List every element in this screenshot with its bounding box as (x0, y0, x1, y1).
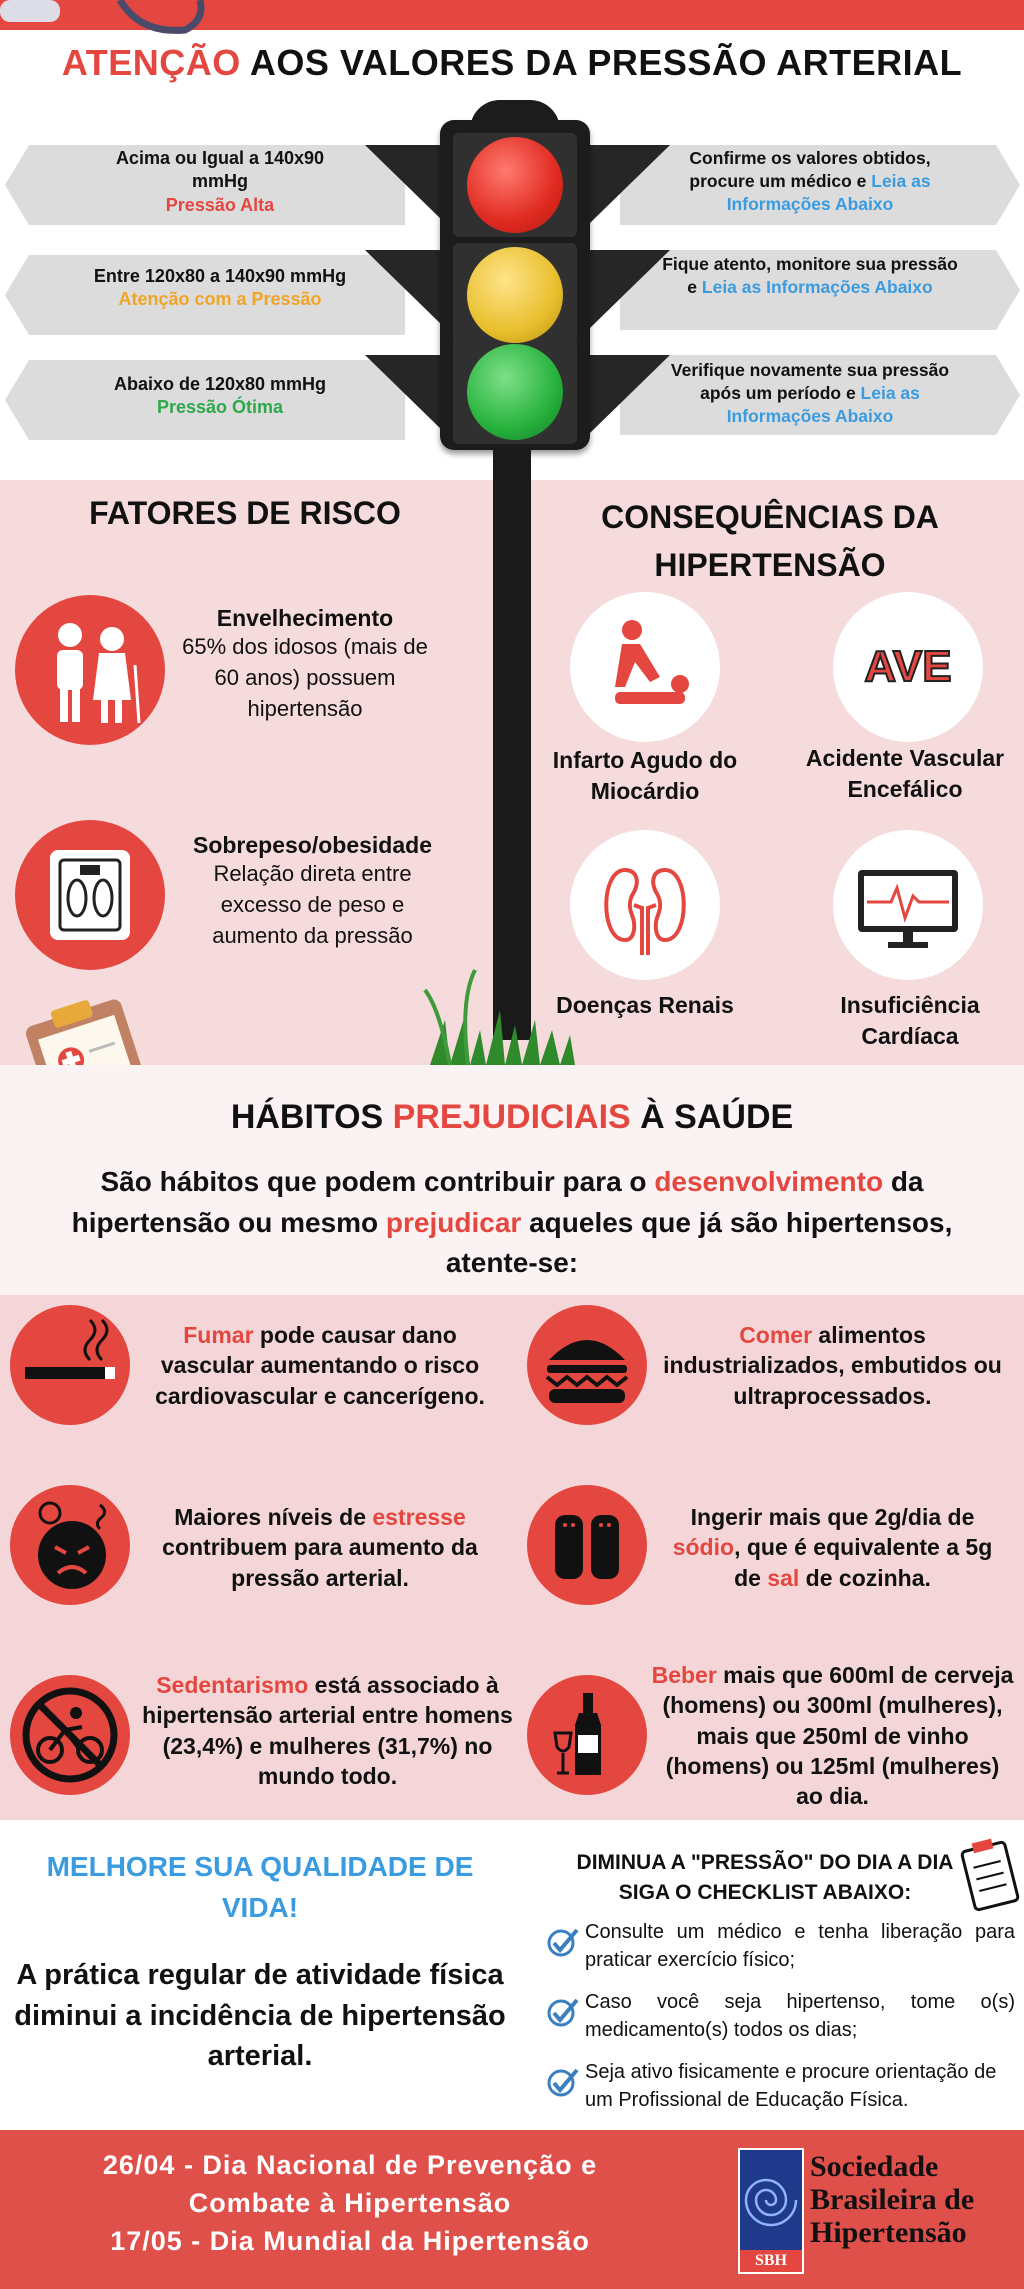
habit-food-a: Comer (739, 1322, 813, 1348)
yellow-light (467, 247, 563, 343)
habit-food-b: alimentos industrializados, embutidos ou ultraprocessados. (663, 1322, 1002, 1409)
habits-intro (40, 1162, 984, 1284)
title-rest: AOS VALORES DA PRESSÃO ARTERIAL (240, 42, 963, 83)
habit-alcohol (650, 1660, 1015, 1812)
burger-icon (527, 1305, 647, 1425)
checklist-clipboard-icon (960, 1836, 1020, 1916)
scale-icon (15, 820, 165, 970)
consequence-kidney-disease: Doenças Renais (556, 992, 734, 1018)
green-light (467, 344, 563, 440)
level-optimal-status: Pressão Ótima (156, 397, 284, 418)
habit-salt-d: sal (767, 1564, 800, 1591)
sbh-logo-text (810, 2150, 1020, 2249)
checklist-heading-line2: SIGA O CHECKLIST ABAIXO: (618, 1881, 912, 1905)
sbh-logo-line3: Hipertensão (810, 2216, 967, 2249)
consequence-stroke: Acidente Vascular Encefálico (805, 745, 1005, 803)
no-cycling-icon (10, 1675, 130, 1795)
habits-intro-e: aqueles que já são hipertensos, atente-se: (445, 1206, 953, 1279)
level-attention-advice-text: Fique atento, monitore sua pressão e (662, 254, 958, 297)
habit-stress-b: estresse (372, 1504, 466, 1530)
risk-item-obesity (175, 832, 450, 951)
quality-text: A prática regular de atividade física diminui a incidência de hipertensão arterial. (14, 1959, 506, 2073)
habit-salt-e: de cozinha. (799, 1564, 931, 1591)
level-attention-advice-link[interactable]: Leia as Informações Abaixo (701, 276, 933, 297)
checklist-heading-line1: DIMINUA A "PRESSÃO" DO DIA A DIA (576, 1851, 954, 1874)
level-attention-status: Atenção com a Pressão (118, 289, 322, 310)
check-icon (545, 1995, 581, 2031)
kidney-icon (570, 830, 720, 980)
habit-smoking-a: Fumar (183, 1322, 254, 1348)
consequences-heading-line1: CONSEQUÊNCIAS DA (601, 499, 939, 535)
habit-salt-a: Ingerir mais que 2g/dia de (690, 1504, 975, 1530)
level-attention-advice (660, 253, 960, 299)
checklist-item-2: Caso você seja hipertenso, tome o(s) medicamento(s) todos os dias; (585, 1991, 1015, 2041)
footer-line2: Combate à Hipertensão (188, 2187, 512, 2218)
level-optimal-advice (665, 359, 955, 427)
habits-heading-c: À SAÚDE (630, 1098, 794, 1136)
risk-item-obesity-title: Sobrepeso/obesidade (192, 832, 432, 858)
salt-shaker-icon (527, 1485, 647, 1605)
habits-heading (0, 1098, 1024, 1137)
quality-heading: MELHORE SUA QUALIDADE DE VIDA! (46, 1851, 474, 1923)
elderly-icon (15, 595, 165, 745)
habits-intro-b: desenvolvimento (654, 1166, 884, 1197)
consequences-heading (560, 493, 980, 589)
red-light (467, 137, 563, 233)
checklist-item-3: Seja ativo fisicamente e procure orientação de um Profissional de Educação Física. (585, 2061, 997, 2111)
habit-alcohol-b: mais que 600ml de cerveja (homens) ou 300ml (mulheres), mais que 250ml de vinho (homens) ou 125ml (mulheres) ao dia. (662, 1662, 1014, 1810)
stroke-icon-text: AVE (864, 642, 952, 691)
consequences-heading-line2: HIPERTENSÃO (654, 547, 886, 583)
habits-heading-b: PREJUDICIAIS (392, 1098, 631, 1136)
consequence-heart-failure: Insuficiência Cardíaca (840, 992, 980, 1050)
stress-face-icon (10, 1485, 130, 1605)
sbh-logo-abbr: SBH (740, 2250, 802, 2272)
level-high-advice-text: Confirme os valores obtidos, procure um médico e (689, 148, 931, 191)
level-high-advice-link[interactable]: Leia as Informações Abaixo (726, 170, 931, 214)
cpr-icon (570, 592, 720, 742)
habits-heading-a: HÁBITOS (230, 1098, 393, 1136)
grass-icon (420, 960, 580, 1070)
habit-alcohol-a: Beber (651, 1662, 717, 1688)
habit-sedentary-b: está associado à hipertensão arterial entre homens (23,4%) e mulheres (31,7%) no mundo todo. (142, 1672, 513, 1790)
check-icon (545, 2065, 581, 2101)
habits-intro-d: prejudicar (385, 1206, 522, 1238)
level-optimal-range: Abaixo de 120x80 mmHg (113, 374, 327, 394)
habit-sedentary-a: Sedentarismo (156, 1672, 309, 1698)
habit-salt-b: sódio (672, 1534, 735, 1561)
cigarette-icon (10, 1305, 130, 1425)
level-high-advice (660, 147, 960, 215)
risk-item-aging-title: Envelhecimento (216, 605, 394, 631)
wine-bottle-icon (527, 1675, 647, 1795)
habit-smoking (135, 1320, 505, 1411)
consequence-heart-attack: Infarto Agudo do Miocárdio (552, 747, 738, 805)
level-high-label (90, 147, 350, 217)
habit-salt-c: , que é equivalente a 5g de (734, 1534, 993, 1591)
sbh-logo-line2: Brasileira de (810, 2183, 975, 2216)
level-high-status: Pressão Alta (165, 194, 275, 215)
habits-intro-c: da hipertensão ou mesmo (71, 1166, 924, 1238)
checklist-item-1: Consulte um médico e tenha liberação para praticar exercício físico; (585, 1921, 1015, 1971)
footer-line3: 17/05 - Dia Mundial da Hipertensão (110, 2225, 590, 2256)
habit-processed-food (660, 1320, 1005, 1411)
risk-item-aging-text: 65% dos idosos (mais de 60 anos) possuem hipertensão (182, 634, 428, 721)
footer-line1: 26/04 - Dia Nacional de Prevenção e (102, 2150, 598, 2180)
level-optimal-advice-link[interactable]: Leia as Informações Abaixo (726, 382, 920, 426)
title-attention: ATENÇÃO (61, 42, 241, 83)
level-attention-range: Entre 120x80 a 140x90 mmHg (93, 266, 347, 286)
check-icon (545, 1925, 581, 1961)
heart-monitor-icon (833, 830, 983, 980)
level-optimal-advice-text: Verifique novamente sua pressão após um período e (670, 360, 950, 403)
habit-sodium (660, 1502, 1005, 1593)
traffic-light-pole (493, 450, 531, 1040)
habit-stress-a: Maiores níveis de (174, 1504, 373, 1530)
checklist-heading (530, 1848, 1000, 1909)
habits-intro-a: São hábitos que podem contribuir para o (100, 1166, 655, 1197)
footer-dates (20, 2147, 680, 2260)
level-high-range: Acima ou Igual a 140x90 mmHg (115, 148, 325, 192)
risk-item-obesity-text: Relação direta entre excesso de peso e aumento da pressão (212, 861, 413, 948)
habit-smoking-b: pode causar dano vascular aumentando o risco cardiovascular e cancerígeno. (155, 1322, 485, 1409)
level-attention-label (55, 265, 385, 312)
risk-item-aging (175, 605, 435, 724)
risk-factors-heading: FATORES DE RISCO (89, 495, 401, 531)
sbh-logo-mark (738, 2148, 804, 2274)
sbh-logo-line1: Sociedade (810, 2150, 939, 2183)
habit-stress (135, 1502, 505, 1593)
level-optimal-label (80, 373, 360, 420)
habit-sedentary (140, 1670, 515, 1791)
stethoscope-icon (0, 0, 220, 40)
habit-stress-c: contribuem para aumento da pressão arterial. (162, 1534, 478, 1591)
stroke-icon (833, 592, 983, 742)
page-title (0, 42, 1024, 84)
